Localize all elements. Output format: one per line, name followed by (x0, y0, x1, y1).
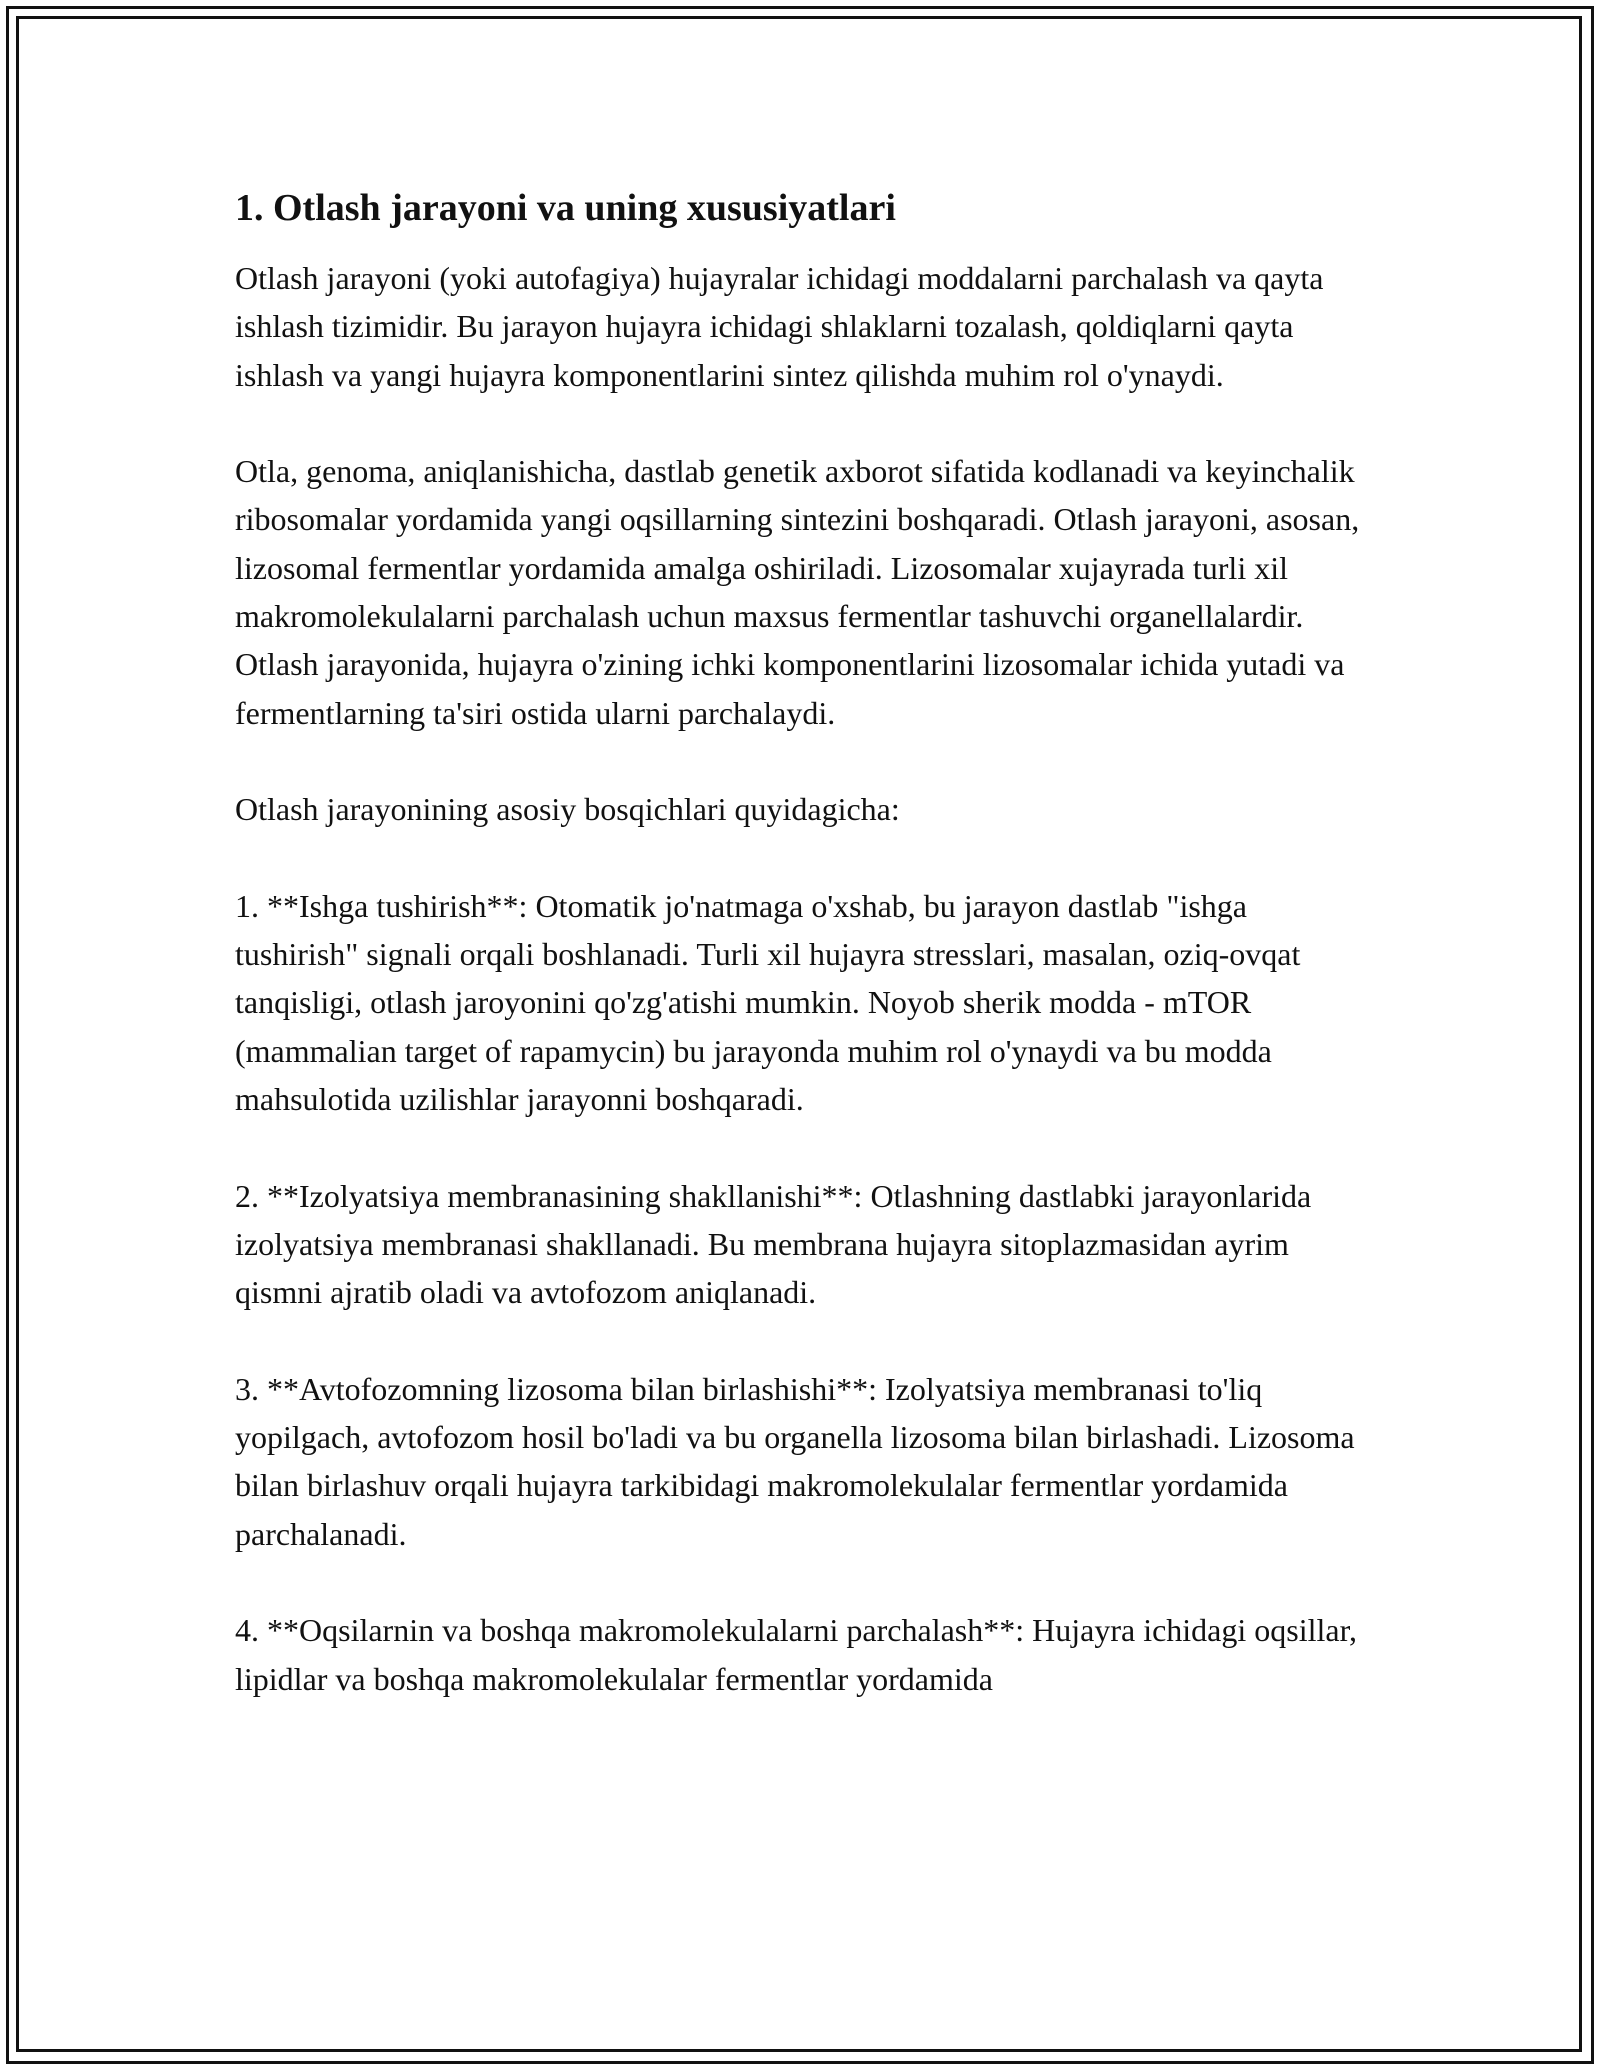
paragraph-intro: Otlash jarayoni (yoki autofagiya) hujayralar ichidagi moddalarni parchalash va qayta ishlash tizimidir. Bu jarayon hujayra ichidagi shlaklarni tozalash, qoldiqlarni qayta ishlash va yangi hujayra komponentlarini sintez qilishda muhim rol o'ynaydi. (235, 260, 1324, 393)
section-heading: 1. Otlash jarayoni va uning xususiyatlari (235, 187, 896, 229)
list-item-stage-4: 4. **Oqsilarnin va boshqa makromolekulalarni parchalash**: Hujayra ichidagi oqsillar, lipidlar va boshqa makromolekulalar fermentlar yordamida (235, 1612, 1357, 1697)
paragraph-stages-intro: Otlash jarayonining asosiy bosqichlari quyidagicha: (235, 791, 900, 828)
list-item-stage-1: 1. **Ishga tushirish**: Otomatik jo'natmaga o'xshab, bu jarayon dastlab "ishga tushirish" signali orqali boshlanadi. Turli xil hujayra stresslari, masalan, oziq-ovqat tanqisligi, otlash jaroyonini qo'zg'atishi mumkin. Noyob sherik modda - mTOR (mammalian target of rapamycin) bu jarayonda muhim rol o'ynaydi va bu modda mahsulotida uzilishlar jarayonni boshqaradi. (235, 887, 1301, 1118)
paragraph-lysosome: Otla, genoma, aniqlanishicha, dastlab genetik axborot sifatida kodlanadi va keyinchalik ribosomalar yordamida yangi oqsillarning sintezini boshqaradi. Otlash jarayoni, asosan, lizosomal fermentlar yordamida amalga oshiriladi. Lizosomalar xujayrada turli xil makromolekulalarni parchalash uchun maxsus fermentlar tashuvchi organellalardir. Otlash jarayonida, hujayra o'zining ichki komponentlarini lizosomalar ichida yutadi va fermentlarning ta'siri ostida ularni parchalaydi. (235, 453, 1360, 731)
list-item-stage-3: 3. **Avtofozomning lizosoma bilan birlashishi**: Izolyatsiya membranasi to'liq yopilgach, avtofozom hosil bo'ladi va bu organella lizosoma bilan birlashadi. Lizosoma bilan birlashuv orqali hujayra tarkibidagi makromolekulalar fermentlar yordamida parchalanadi. (235, 1370, 1355, 1552)
list-item-stage-2: 2. **Izolyatsiya membranasining shakllanishi**: Otlashning dastlabki jarayonlarida izolyatsiya membranasi shakllanadi. Bu membrana hujayra sitoplazmasidan ayrim qismni ajratib oladi va avtofozom aniqlanadi. (235, 1177, 1312, 1311)
document-body (235, 186, 1375, 1751)
